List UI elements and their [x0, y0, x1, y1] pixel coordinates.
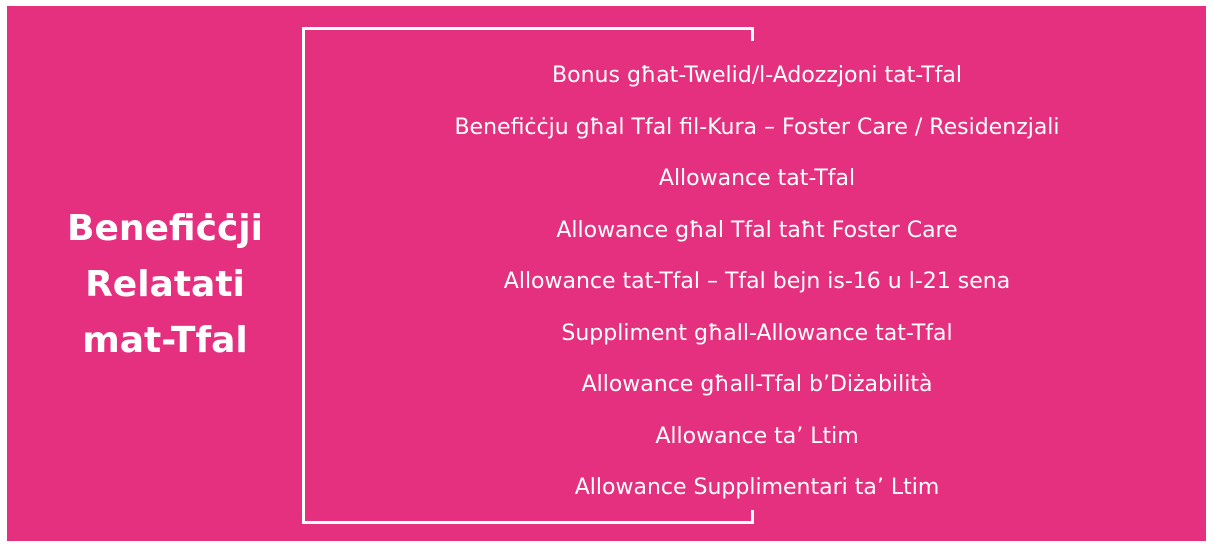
list-item: Allowance tat-Tfal — [658, 166, 856, 191]
list-item: Allowance ta’ Ltim — [655, 423, 859, 449]
list-item: Bonus għat-Twelid/l-Adozzjoni tat-Tfal — [552, 63, 962, 88]
list-item: Suppliment għall-Allowance tat-Tfal — [561, 320, 953, 346]
list-item: Allowance għall-Tfal b’Diżabilità — [581, 372, 933, 397]
list-item: Allowance għal Tfal taħt Foster Care — [556, 217, 958, 243]
section-heading — [7, 201, 323, 369]
benefits-list — [307, 50, 1207, 514]
bracket-top-tick — [751, 27, 754, 41]
heading-line-1: Benefiċċji — [67, 208, 263, 249]
list-item: Benefiċċju għal Tfal fil-Kura – Foster Care / Residenzjali — [454, 114, 1060, 140]
list-item: Allowance Supplimentari ta’ Ltim — [574, 475, 940, 500]
heading-line-2: Relatati — [85, 264, 245, 305]
list-item: Allowance tat-Tfal – Tfal bejn is-16 u l-21 sena — [503, 269, 1011, 294]
heading-line-3: mat-Tfal — [82, 320, 248, 361]
info-panel — [7, 6, 1206, 541]
